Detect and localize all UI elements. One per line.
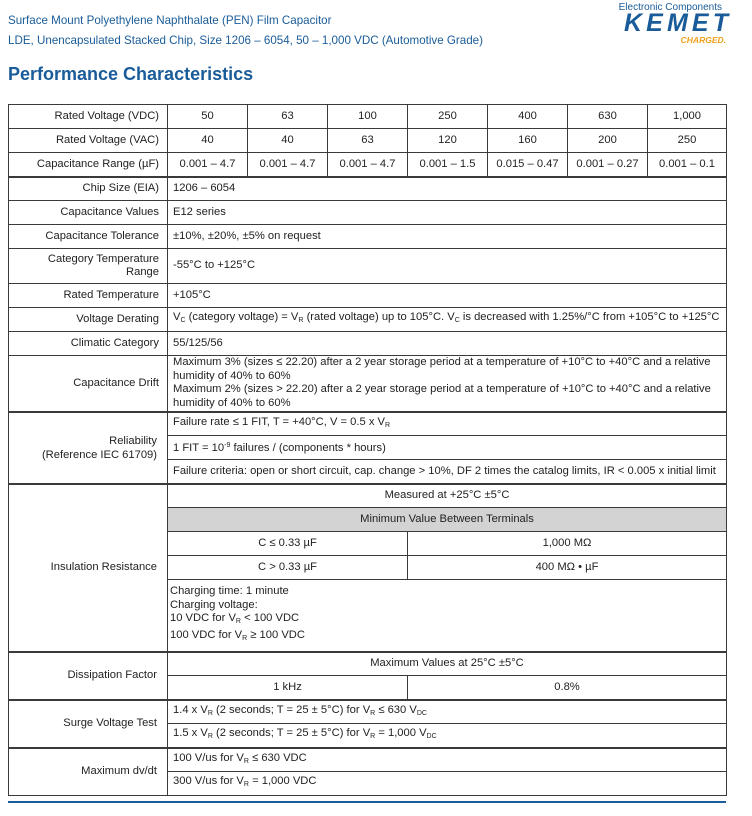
insulation-val-1: 1,000 MΩ xyxy=(408,532,727,556)
charging-line: Charging voltage: xyxy=(170,598,258,611)
kemet-logo xyxy=(624,11,730,33)
table-row xyxy=(9,356,727,412)
table-row xyxy=(9,484,727,508)
table-row xyxy=(9,284,727,308)
table-row xyxy=(9,153,727,177)
drift-line: humidity of 40% to 60% xyxy=(173,369,291,382)
section-title: Performance Characteristics xyxy=(8,64,254,84)
cat-temp-label-line2: Range xyxy=(126,266,159,278)
document-header xyxy=(8,11,483,51)
insulation-min-header: Minimum Value Between Terminals xyxy=(168,508,727,532)
cap-values-label: Capacitance Values xyxy=(9,201,168,225)
insulation-charging xyxy=(168,580,727,652)
reliability-label-line1: Reliability xyxy=(109,434,157,447)
drift-value xyxy=(168,356,727,412)
rated-vac-cell: 250 xyxy=(648,129,727,153)
reliability-label xyxy=(9,412,168,484)
insulation-cond-2: C > 0.33 µF xyxy=(168,556,408,580)
insulation-val-2: 400 MΩ • µF xyxy=(408,556,727,580)
rated-vdc-cell: 50 xyxy=(168,105,248,129)
rated-vac-cell: 120 xyxy=(408,129,488,153)
reliability-criteria: Failure criteria: open or short circuit, cap. change > 10%, DF 2 times the catalog limits, IR < 0.005 x initial limit xyxy=(168,460,727,484)
derating-value: $V_C$ (category voltage) = $V_R$ (rated voltage) up to 105°C. $V_C$ is decreased with 1.25%/°C from +105°C to +125°C xyxy=(168,308,727,332)
climatic-label: Climatic Category xyxy=(9,332,168,356)
cat-temp-label-line1: Category Temperature xyxy=(47,252,159,265)
cat-temp-value: -55°C to +125°C xyxy=(168,249,727,284)
table-row xyxy=(9,129,727,153)
table-row xyxy=(9,308,727,332)
charging-line: 10 VDC for $V_R < 100$ VDC xyxy=(170,612,300,626)
table-row xyxy=(9,748,727,772)
rated-vac-cell: 63 xyxy=(328,129,408,153)
kemet-logo-text: KEMET xyxy=(624,11,728,33)
insulation-measured: Measured at +25°C ±5°C xyxy=(168,484,727,508)
drift-line: Maximum 3% (sizes ≤ 22.20) after a 2 year storage period at a temperature of +10°C to +40°C and a relative xyxy=(173,356,711,369)
dissipation-label: Dissipation Factor xyxy=(9,652,168,700)
climatic-value: 55/125/56 xyxy=(168,332,727,356)
reliability-fit: 1 FIT = $10^{-9}$ failures / (components * hours) xyxy=(168,436,727,460)
cap-range-cell: 0.001 – 1.5 xyxy=(408,153,488,177)
rated-vdc-cell: 63 xyxy=(248,105,328,129)
surge-line-2: 1.5 x $V_R$ (2 seconds; T = 25 ± 5°C) for $V_R = 1,000$ $V_{DC}$ xyxy=(168,724,727,748)
rated-vac-label: Rated Voltage (VAC) xyxy=(9,129,168,153)
cap-values-value: E12 series xyxy=(168,201,727,225)
table-row xyxy=(9,652,727,676)
chip-size-value: 1206 – 6054 xyxy=(168,177,727,201)
reliability-label-line2: (Reference IEC 61709) xyxy=(41,448,157,461)
cap-range-cell: 0.015 – 0.47 xyxy=(488,153,568,177)
dvdt-line-1: 100 V/us for $V_R \le 630$ VDC xyxy=(168,748,727,772)
surge-line-1: 1.4 x $V_R$ (2 seconds; T = 25 ± 5°C) for $V_R \le 630$ $V_{DC}$ xyxy=(168,700,727,724)
cap-tol-label: Capacitance Tolerance xyxy=(9,225,168,249)
dissipation-freq: 1 kHz xyxy=(168,676,408,700)
cap-range-cell: 0.001 – 0.1 xyxy=(648,153,727,177)
table-row xyxy=(9,700,727,724)
table-row xyxy=(9,412,727,436)
rated-vdc-cell: 400 xyxy=(488,105,568,129)
rated-vdc-cell: 630 xyxy=(568,105,648,129)
dvdt-label: Maximum dv/dt xyxy=(9,748,168,796)
chip-size-label: Chip Size (EIA) xyxy=(9,177,168,201)
footer-rule xyxy=(8,801,726,803)
dissipation-header: Maximum Values at 25°C ±5°C xyxy=(168,652,727,676)
insulation-label: Insulation Resistance xyxy=(9,484,168,652)
table-row xyxy=(9,332,727,356)
derating-label: Voltage Derating xyxy=(9,308,168,332)
logo-tagline: Electronic Components xyxy=(618,2,722,13)
performance-table xyxy=(8,104,727,796)
cap-range-cell: 0.001 – 0.27 xyxy=(568,153,648,177)
drift-label: Capacitance Drift xyxy=(9,356,168,412)
rated-temp-label: Rated Temperature xyxy=(9,284,168,308)
insulation-cond-1: C ≤ 0.33 µF xyxy=(168,532,408,556)
header-line-2: LDE, Unencapsulated Stacked Chip, Size 1206 – 6054, 50 – 1,000 VDC (Automotive Grade) xyxy=(8,34,483,47)
cap-tol-value: ±10%, ±20%, ±5% on request xyxy=(168,225,727,249)
reliability-rate: Failure rate ≤ 1 FIT, T = +40°C, V = 0.5 x $V_R$ xyxy=(168,412,727,436)
rated-vdc-cell: 250 xyxy=(408,105,488,129)
rated-vac-cell: 160 xyxy=(488,129,568,153)
rated-temp-value: +105°C xyxy=(168,284,727,308)
charging-line: Charging time: 1 minute xyxy=(170,585,289,598)
rated-vdc-label: Rated Voltage (VDC) xyxy=(9,105,168,129)
table-row xyxy=(9,177,727,201)
header-line-1: Surface Mount Polyethylene Naphthalate (PEN) Film Capacitor xyxy=(8,14,332,27)
cap-range-cell: 0.001 – 4.7 xyxy=(328,153,408,177)
rated-vac-cell: 40 xyxy=(168,129,248,153)
dvdt-line-2: 300 V/us for $V_R = 1,000$ VDC xyxy=(168,772,727,796)
charging-line: 100 VDC for $V_R \ge 100$ VDC xyxy=(170,628,305,642)
table-row xyxy=(9,225,727,249)
cat-temp-label xyxy=(9,249,168,284)
rated-vac-cell: 40 xyxy=(248,129,328,153)
cap-range-cell: 0.001 – 4.7 xyxy=(168,153,248,177)
cap-range-cell: 0.001 – 4.7 xyxy=(248,153,328,177)
dissipation-value: 0.8% xyxy=(408,676,727,700)
table-row xyxy=(9,249,727,284)
table-row xyxy=(9,201,727,225)
table-row xyxy=(9,105,727,129)
rated-vdc-cell: 1,000 xyxy=(648,105,727,129)
cap-range-label: Capacitance Range (µF) xyxy=(9,153,168,177)
rated-vac-cell: 200 xyxy=(568,129,648,153)
logo-charged: CHARGED. xyxy=(680,35,726,45)
drift-line: Maximum 2% (sizes > 22.20) after a 2 year storage period at a temperature of +10°C to +40°C and a relative xyxy=(173,383,711,396)
drift-line: humidity of 40% to 60% xyxy=(173,396,291,409)
surge-label: Surge Voltage Test xyxy=(9,700,168,748)
rated-vdc-cell: 100 xyxy=(328,105,408,129)
